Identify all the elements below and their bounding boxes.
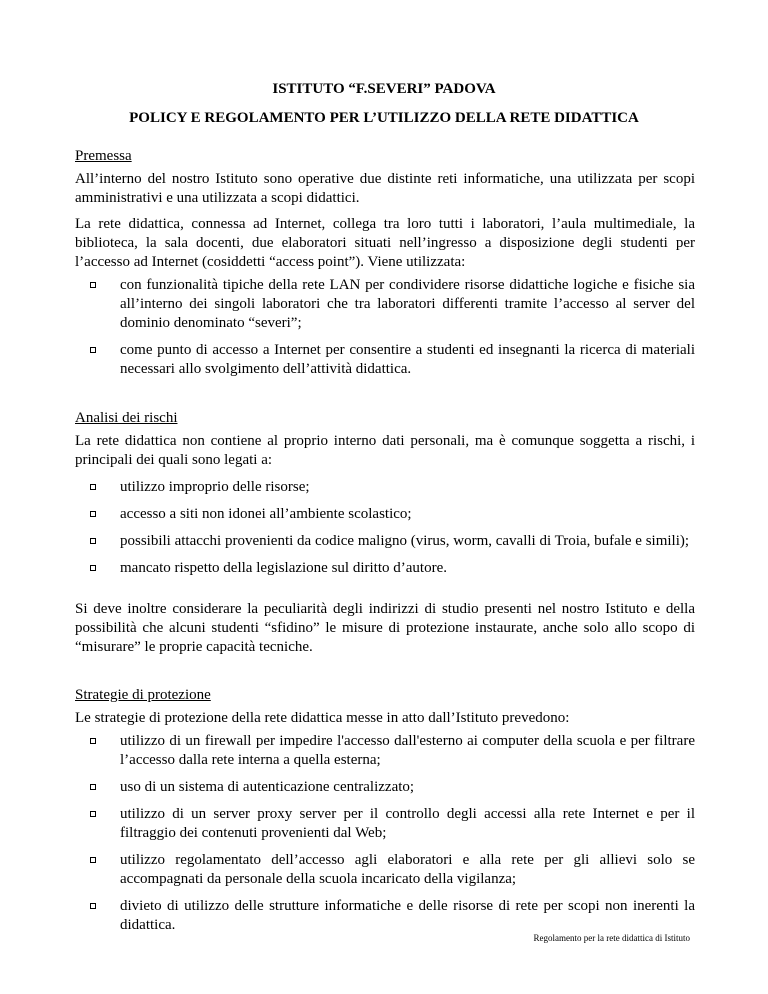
paragraph: Le strategie di protezione della rete didattica messe in atto dall’Istituto prevedono: <box>75 710 570 726</box>
list-item <box>120 851 695 889</box>
square-bullet-icon <box>90 811 96 817</box>
list-item-text: mancato rispetto della legislazione sul diritto d’autore. <box>120 560 447 576</box>
list-item-text: possibili attacchi provenienti da codice maligno (virus, worm, cavalli di Troia, bufale e simili); <box>120 533 690 549</box>
list-item-text: accesso a siti non idonei all’ambiente scolastico; <box>120 506 412 522</box>
square-bullet-icon <box>90 511 96 517</box>
list-item-text: utilizzo regolamentato dell’accesso agli elaboratori e alla rete per gli allievi solo se accompagnati da personale della scuola incaricato della vigilanza; <box>120 852 695 887</box>
document-title: POLICY E REGOLAMENTO PER L’UTILIZZO DELLA RETE DIDATTICA <box>129 110 639 126</box>
list-item <box>120 559 695 578</box>
square-bullet-icon <box>90 903 96 909</box>
section-heading-analisi: Analisi dei rischi <box>75 410 178 426</box>
bullet-list-strategie <box>75 732 695 935</box>
square-bullet-icon <box>90 738 96 744</box>
list-item <box>120 897 695 935</box>
paragraph: Si deve inoltre considerare la peculiarità degli indirizzi di studio presenti nel nostro Istituto e della possibilità che alcuni studenti “sfidino” le misure di protezione instaurate, anche solo allo scopo di “misurare” le proprie capacità tecniche. <box>75 601 695 655</box>
square-bullet-icon <box>90 538 96 544</box>
square-bullet-icon <box>90 347 96 353</box>
page-footer: Regolamento per la rete didattica di Istituto <box>533 933 690 943</box>
list-item-text: utilizzo improprio delle risorse; <box>120 479 310 495</box>
list-item-text: con funzionalità tipiche della rete LAN per condividere risorse didattiche logiche e fisiche sia all’interno dei singoli laboratori che tra laboratori differenti tramite l’accesso al server del dominio denominato “severi”; <box>120 277 695 331</box>
list-item-text: divieto di utilizzo delle strutture informatiche e delle risorse di rete per scopi non inerenti la didattica. <box>120 898 695 933</box>
document-body <box>75 147 695 943</box>
list-item-text: utilizzo di un firewall per impedire l'accesso dall'esterno ai computer della scuola e per filtrare l’accesso dalla rete interna a quella esterna; <box>120 733 695 768</box>
list-item <box>120 505 695 524</box>
list-item <box>120 778 695 797</box>
bullet-list-premessa <box>75 276 695 379</box>
list-item-text: uso di un sistema di autenticazione centralizzato; <box>120 779 415 795</box>
square-bullet-icon <box>90 857 96 863</box>
paragraph: La rete didattica, connessa ad Internet, collega tra loro tutti i laboratori, l’aula multimediale, la biblioteca, la sala docenti, due elaboratori situati nell’ingresso a disposizione degli studenti per l’accesso ad Internet (cosiddetti “access point”). Viene utilizzata: <box>75 216 695 270</box>
square-bullet-icon <box>90 784 96 790</box>
square-bullet-icon <box>90 282 96 288</box>
bullet-list-analisi <box>75 478 695 578</box>
list-item <box>120 478 695 497</box>
list-item-text: utilizzo di un server proxy server per il controllo degli accessi alla rete Internet e per il filtraggio dei contenuti provenienti dal Web; <box>120 806 695 841</box>
list-item <box>120 732 695 770</box>
section-spacer <box>75 387 695 409</box>
square-bullet-icon <box>90 484 96 490</box>
list-item <box>120 532 695 551</box>
list-item-text: come punto di accesso a Internet per consentire a studenti ed insegnanti la ricerca di materiali necessari allo svolgimento dell’attività didattica. <box>120 342 695 377</box>
paragraph: La rete didattica non contiene al proprio interno dati personali, ma è comunque soggetta a rischi, i principali dei quali sono legati a: <box>75 433 695 468</box>
section-heading-premessa: Premessa <box>75 148 132 164</box>
list-item <box>120 341 695 379</box>
paragraph: All’interno del nostro Istituto sono operative due distinte reti informatiche, una utilizzata per scopi amministrativi e una utilizzata a scopi didattici. <box>75 171 695 206</box>
square-bullet-icon <box>90 565 96 571</box>
institute-title: ISTITUTO “F.SEVERI” PADOVA <box>272 81 496 97</box>
list-item <box>120 276 695 333</box>
section-spacer <box>75 664 695 686</box>
section-heading-strategie: Strategie di protezione <box>75 687 211 703</box>
section-spacer <box>75 586 695 600</box>
list-item <box>120 805 695 843</box>
